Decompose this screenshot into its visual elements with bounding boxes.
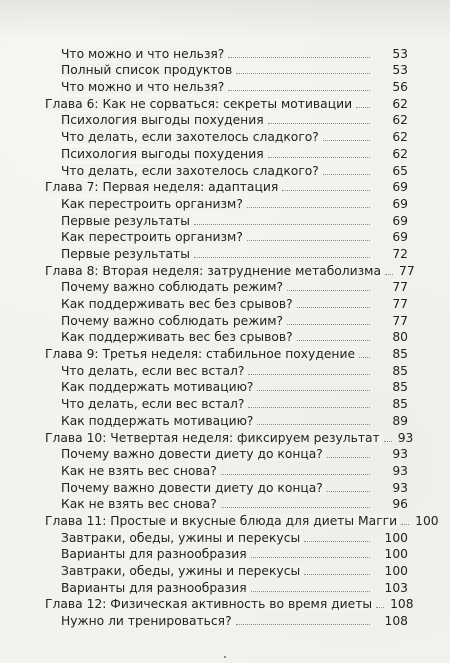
toc-entry-page-number: 85	[392, 380, 408, 395]
toc-section-entry	[0, 127, 450, 144]
dot-leader	[376, 606, 384, 608]
toc-section-entry	[0, 228, 450, 245]
toc-entry-title: Психология выгоды похудения	[61, 113, 264, 128]
toc-section-entry	[0, 311, 450, 328]
page-bottom-dot	[224, 656, 226, 658]
dot-leader	[228, 89, 370, 91]
dot-leader	[221, 506, 370, 508]
toc-entry-page-number: 85	[392, 347, 408, 362]
toc-entry-title: Почему важно довести диету до конца?	[61, 447, 323, 462]
toc-entry-page-number: 108	[384, 614, 408, 629]
toc-entry-title: Первые результаты	[61, 246, 190, 261]
toc-entry-page-number: 56	[392, 80, 408, 95]
toc-entry-page-number: 77	[399, 263, 415, 278]
toc-section-entry	[0, 244, 450, 261]
toc-section-entry	[0, 61, 450, 78]
dot-leader	[359, 356, 370, 358]
dot-leader	[287, 289, 370, 291]
dot-leader	[304, 540, 370, 542]
toc-entry-title: Как поддерживать вес без срывов?	[61, 297, 293, 311]
toc-entry-page-number: 85	[392, 363, 408, 378]
dot-leader	[323, 139, 370, 141]
toc-entry-title: Что делать, если захотелось сладкого?	[61, 130, 319, 145]
toc-entry-title: Варианты для разнообразия	[61, 580, 247, 595]
dot-leader	[323, 173, 370, 175]
toc-section-entry	[0, 211, 450, 228]
toc-entry-page-number: 77	[392, 297, 408, 311]
dot-leader	[221, 473, 370, 475]
dot-leader	[248, 406, 370, 408]
toc-entry-title: Завтраки, обеды, ужины и перекусы	[61, 530, 301, 545]
toc-section-entry	[0, 44, 450, 61]
dot-leader	[401, 523, 409, 525]
toc-entry-page-number: 69	[392, 180, 408, 195]
dot-leader	[304, 573, 370, 575]
toc-entry-page-number: 96	[392, 497, 408, 512]
toc-entry-page-number: 85	[392, 397, 408, 412]
toc-entry-page-number: 93	[392, 447, 408, 462]
toc-entry-title: Глава 7: Первая неделя: адаптация	[45, 180, 279, 195]
toc-entry-page-number: 65	[392, 163, 408, 178]
toc-entry-page-number: 69	[392, 213, 408, 228]
dot-leader	[327, 490, 370, 492]
toc-entry-page-number: 62	[392, 146, 408, 161]
toc-entry-page-number: 108	[390, 597, 414, 612]
toc-entry-page-number: 103	[384, 580, 408, 595]
toc-chapter-entry	[0, 178, 450, 195]
dot-leader	[248, 373, 370, 375]
toc-entry-title: Что можно и что нельзя?	[61, 80, 225, 95]
toc-entry-title: Первые результаты	[61, 213, 190, 228]
dot-leader	[251, 556, 370, 558]
toc-entry-page-number: 53	[392, 63, 408, 78]
dot-leader	[282, 189, 370, 191]
toc-entry-title: Как не взять вес снова?	[61, 463, 217, 478]
dot-leader	[385, 273, 393, 275]
toc-entry-page-number: 72	[392, 246, 408, 261]
toc-entry-title: Завтраки, обеды, ужины и перекусы	[61, 564, 301, 578]
toc-entry-page-number: 62	[392, 130, 408, 145]
toc-section-entry	[0, 478, 450, 495]
toc-section-entry	[0, 545, 450, 562]
toc-entry-title: Как перестроить организм?	[61, 230, 243, 245]
toc-entry-page-number: 100	[384, 530, 408, 545]
toc-entry-title: Как перестроить организм?	[61, 196, 243, 211]
toc-entry-title: Нужно ли тренироваться?	[61, 614, 232, 629]
toc-section-entry	[0, 328, 450, 345]
toc-entry-page-number: 69	[392, 230, 408, 245]
toc-section-entry	[0, 361, 450, 378]
toc-chapter-entry	[0, 94, 450, 111]
toc-section-entry	[0, 278, 450, 295]
dot-leader	[268, 156, 370, 158]
toc-entry-title: Глава 11: Простые и вкусные блюда для диеты Магги	[45, 513, 398, 528]
toc-section-entry	[0, 578, 450, 595]
toc-chapter-entry	[0, 344, 450, 361]
table-of-contents	[0, 44, 450, 628]
toc-section-entry	[0, 144, 450, 161]
toc-entry-page-number: 93	[392, 463, 408, 478]
toc-entry-title: Глава 10: Четвертая неделя: фиксируем результат	[45, 430, 380, 445]
toc-entry-title: Как поддержать мотивацию?	[61, 413, 254, 428]
toc-section-entry	[0, 394, 450, 411]
page-top-edge	[0, 0, 450, 40]
toc-chapter-entry	[0, 595, 450, 612]
toc-section-entry	[0, 111, 450, 128]
toc-entry-page-number: 100	[384, 547, 408, 562]
toc-entry-title: Почему важно соблюдать режим?	[61, 313, 284, 328]
toc-chapter-entry	[0, 511, 450, 528]
dot-leader	[257, 389, 370, 391]
toc-section-entry	[0, 161, 450, 178]
toc-entry-title: Как поддерживать вес без срывов?	[61, 330, 293, 345]
dot-leader	[247, 239, 370, 241]
toc-entry-page-number: 89	[392, 413, 408, 428]
toc-entry-title: Глава 12: Физическая активность во время диеты	[45, 597, 373, 612]
toc-entry-title: Почему важно довести диету до конца?	[61, 480, 323, 495]
dot-leader	[287, 323, 370, 325]
toc-entry-title: Варианты для разнообразия	[61, 547, 247, 562]
toc-entry-page-number: 77	[392, 313, 408, 328]
toc-entry-title: Как поддержать мотивацию?	[61, 380, 254, 395]
dot-leader	[327, 456, 370, 458]
toc-entry-title: Глава 8: Вторая неделя: затруднение метаболизма	[45, 263, 381, 278]
dot-leader	[194, 256, 370, 258]
toc-entry-title: Как не взять вес снова?	[61, 497, 217, 512]
toc-section-entry	[0, 378, 450, 395]
dot-leader	[356, 106, 370, 108]
toc-section-entry	[0, 611, 450, 628]
toc-entry-page-number: 93	[392, 480, 408, 495]
toc-entry-title: Глава 9: Третья неделя: стабильное похудение	[45, 347, 356, 362]
toc-entry-page-number: 62	[392, 96, 408, 111]
toc-entry-title: Почему важно соблюдать режим?	[61, 280, 284, 295]
dot-leader	[251, 590, 370, 592]
toc-chapter-entry	[0, 428, 450, 445]
dot-leader	[384, 440, 392, 442]
dot-leader	[268, 122, 370, 124]
toc-entry-title: Глава 6: Как не сорваться: секреты мотивации	[45, 96, 353, 111]
toc-section-entry	[0, 77, 450, 94]
dot-leader	[297, 339, 370, 341]
toc-section-entry	[0, 445, 450, 462]
toc-section-entry	[0, 294, 450, 311]
dot-leader	[297, 306, 370, 308]
toc-entry-page-number: 100	[384, 564, 408, 578]
toc-entry-page-number: 93	[397, 430, 414, 445]
toc-entry-page-number: 77	[392, 280, 408, 295]
toc-entry-title: Что делать, если захотелось сладкого?	[61, 163, 319, 178]
dot-leader	[257, 423, 370, 425]
toc-entry-page-number: 53	[392, 46, 408, 61]
toc-section-entry	[0, 461, 450, 478]
toc-entry-page-number: 80	[392, 330, 408, 345]
toc-section-entry	[0, 495, 450, 512]
toc-entry-title: Что делать, если вес встал?	[61, 363, 245, 378]
toc-entry-title: Психология выгоды похудения	[61, 146, 264, 161]
toc-section-entry	[0, 411, 450, 428]
toc-entry-title: Что можно и что нельзя?	[61, 46, 225, 61]
dot-leader	[236, 72, 370, 74]
dot-leader	[228, 56, 370, 58]
dot-leader	[194, 223, 370, 225]
toc-section-entry	[0, 194, 450, 211]
toc-entry-page-number: 69	[392, 196, 408, 211]
toc-entry-title: Что делать, если вес встал?	[61, 397, 245, 412]
toc-entry-page-number: 62	[392, 113, 408, 128]
toc-chapter-entry	[0, 261, 450, 278]
dot-leader	[247, 206, 370, 208]
toc-entry-page-number: 100	[415, 513, 439, 528]
toc-entry-title: Полный список продуктов	[61, 63, 233, 78]
toc-section-entry	[0, 528, 450, 545]
dot-leader	[236, 623, 370, 625]
toc-section-entry	[0, 561, 450, 578]
